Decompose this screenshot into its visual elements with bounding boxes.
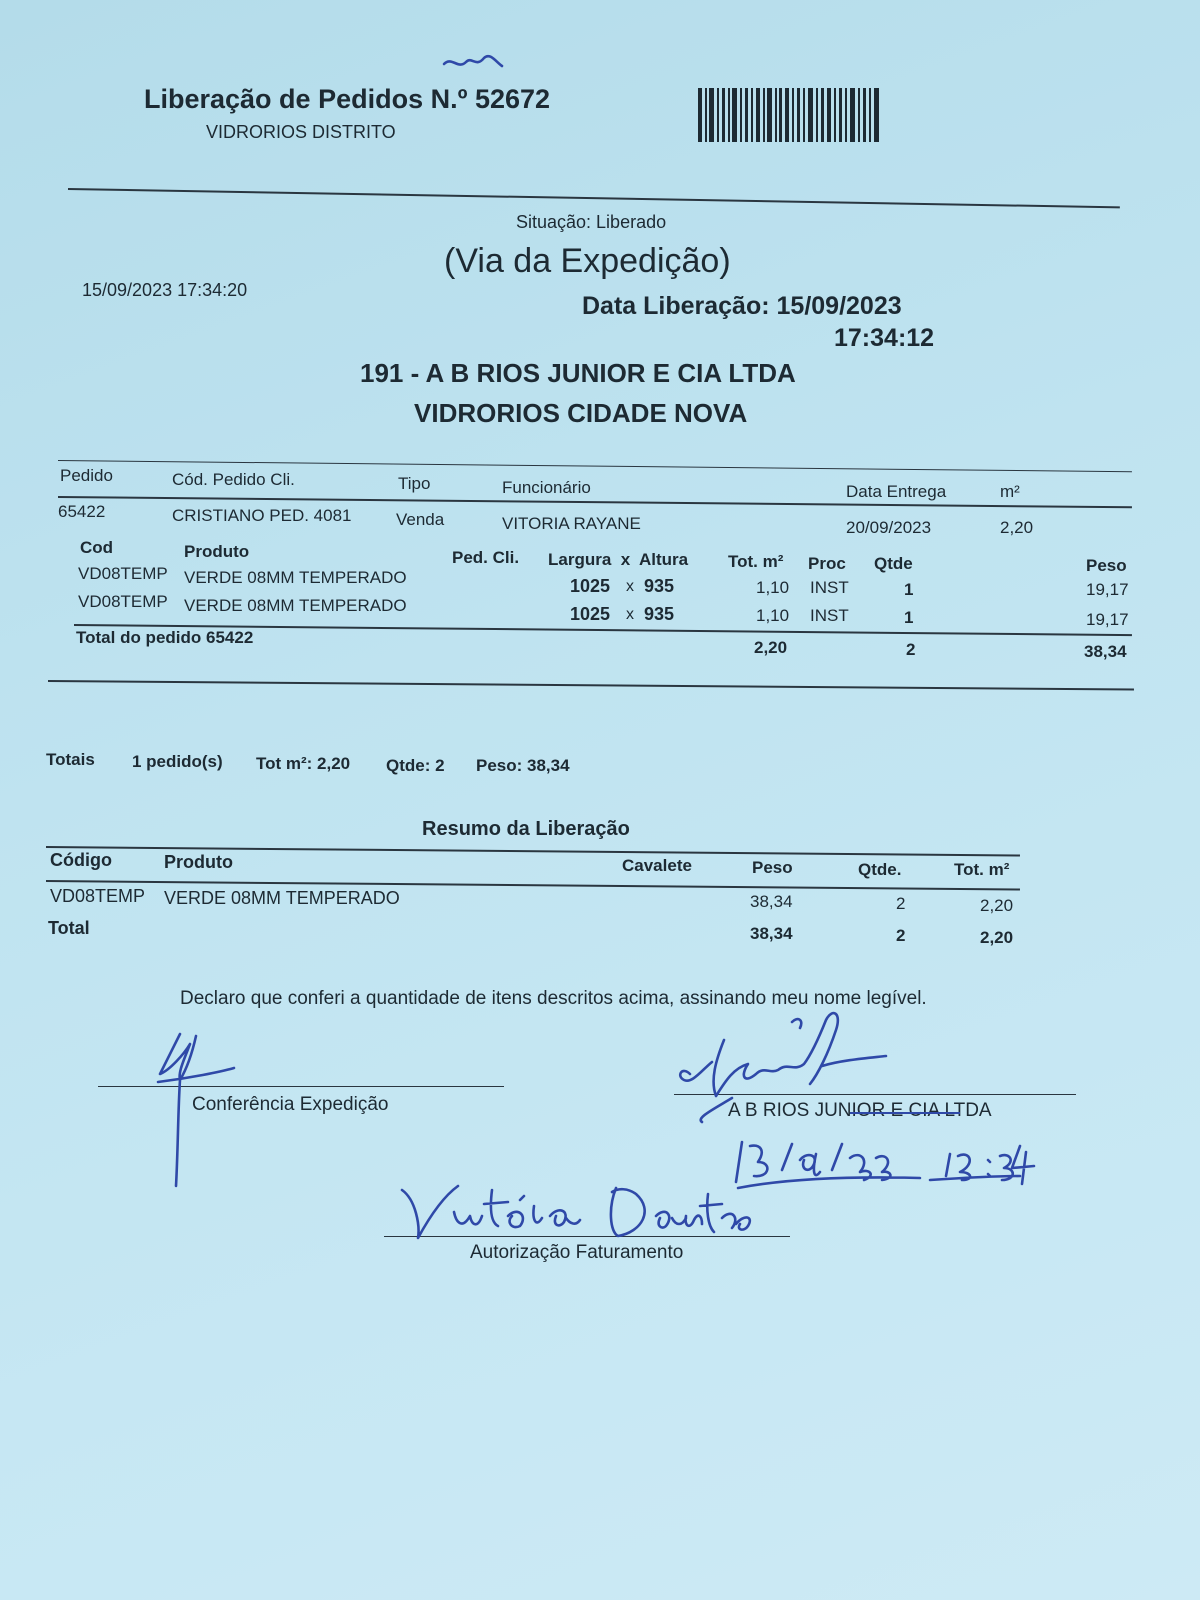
item-row-2-produto: VERDE 08MM TEMPERADO [184, 596, 407, 615]
resumo-row-tot-m2: 2,20 [980, 896, 1014, 915]
status-label: Situação: Liberado [516, 212, 667, 232]
item-col-ped-cli: Ped. Cli. [452, 548, 520, 567]
document-title: Liberação de Pedidos N.º 52672 [144, 84, 551, 114]
resumo-col-codigo: Código [50, 850, 112, 870]
item-row-2-tot-m2: 1,10 [756, 606, 790, 625]
resumo-row-qtde: 2 [896, 894, 906, 913]
handwritten-mark [440, 48, 510, 78]
resumo-col-cavalete: Cavalete [622, 856, 692, 875]
autorizacao-signature [396, 1176, 766, 1248]
col-cod-pedido-cli: Cód. Pedido Cli. [172, 470, 295, 489]
declaration-text: Declaro que conferi a quantidade de itens descritos acima, assinando meu nome legível. [180, 988, 927, 1009]
order-client-code: CRISTIANO PED. 4081 [172, 506, 352, 525]
item-row-2-x: x [626, 606, 634, 623]
order-bottom-line [48, 680, 1134, 691]
item-col-cod: Cod [80, 538, 114, 557]
order-m2: 2,20 [1000, 518, 1034, 537]
item-row-1-proc: INST [810, 578, 849, 597]
cliente-strike [850, 1112, 960, 1114]
totais-pedidos: 1 pedido(s) [132, 752, 223, 771]
printed-timestamp: 15/09/2023 17:34:20 [82, 280, 248, 300]
conferencia-signature [150, 1010, 250, 1190]
item-row-1-produto: VERDE 08MM TEMPERADO [184, 568, 407, 587]
col-tipo: Tipo [398, 474, 431, 493]
col-data-entrega: Data Entrega [846, 482, 947, 501]
item-row-1-peso: 19,17 [1086, 580, 1129, 599]
resumo-col-produto: Produto [164, 852, 233, 872]
conferencia-label: Conferência Expedição [192, 1094, 389, 1115]
item-row-1-x: x [626, 578, 634, 595]
order-total-qtde: 2 [906, 640, 916, 659]
autorizacao-label: Autorização Faturamento [470, 1242, 684, 1263]
order-number: 65422 [58, 502, 106, 521]
item-col-tot-m2: Tot. m² [728, 552, 784, 571]
resumo-col-peso: Peso [752, 858, 793, 877]
resumo-row-produto: VERDE 08MM TEMPERADO [164, 888, 400, 908]
col-funcionario: Funcionário [502, 478, 591, 497]
item-col-proc: Proc [808, 554, 846, 573]
resumo-total-qtde: 2 [896, 926, 906, 945]
item-col-peso: Peso [1086, 556, 1127, 575]
order-employee: VITORIA RAYANE [502, 514, 641, 533]
resumo-total-label: Total [48, 918, 90, 938]
resumo-row-peso: 38,34 [750, 892, 793, 911]
header-divider [68, 188, 1120, 208]
item-row-1-tot-m2: 1,10 [756, 578, 790, 597]
order-total-peso: 38,34 [1084, 642, 1127, 661]
item-row-2-altura: 935 [644, 604, 675, 624]
via-label: (Via da Expedição) [444, 242, 731, 280]
item-col-qtde: Qtde [874, 554, 913, 573]
order-type: Venda [396, 510, 445, 529]
resumo-total-peso: 38,34 [750, 924, 793, 943]
resumo-col-qtde: Qtde. [858, 860, 902, 879]
item-row-2-cod: VD08TEMP [78, 592, 168, 611]
item-row-1-cod: VD08TEMP [78, 564, 168, 583]
resumo-total-tot-m2: 2,20 [980, 928, 1014, 947]
item-row-2-largura: 1025 [570, 604, 611, 624]
totais-label: Totais [46, 750, 95, 769]
col-m2: m² [1000, 482, 1020, 501]
order-total-m2: 2,20 [754, 638, 788, 657]
company-name: VIDRORIOS DISTRITO [206, 122, 396, 142]
item-row-1-largura: 1025 [570, 576, 611, 596]
item-col-produto: Produto [184, 542, 250, 561]
resumo-row-codigo: VD08TEMP [50, 886, 146, 906]
item-col-largura-altura: Largura x Altura [548, 550, 689, 569]
totais-peso: Peso: 38,34 [476, 756, 570, 775]
barcode [698, 88, 882, 142]
cliente-label: A B RIOS JUNIOR E CIA LTDA [728, 1100, 992, 1121]
item-row-2-peso: 19,17 [1086, 610, 1129, 629]
order-total-label: Total do pedido 65422 [76, 628, 254, 647]
order-delivery-date: 20/09/2023 [846, 518, 932, 537]
client-name: 191 - A B RIOS JUNIOR E CIA LTDA [360, 358, 796, 388]
resumo-col-tot-m2: Tot. m² [954, 860, 1010, 879]
release-date: Data Liberação: 15/09/2023 [582, 292, 902, 320]
handwritten-date [720, 1132, 1050, 1204]
col-pedido: Pedido [60, 466, 113, 485]
client-store: VIDRORIOS CIDADE NOVA [414, 398, 748, 428]
item-row-1-qtde: 1 [904, 580, 914, 599]
cliente-signature [672, 1000, 912, 1130]
item-row-1-altura: 935 [644, 576, 675, 596]
item-row-2-proc: INST [810, 606, 849, 625]
resumo-title: Resumo da Liberação [422, 818, 630, 840]
totais-qtde: Qtde: 2 [386, 756, 445, 775]
item-row-2-qtde: 1 [904, 608, 914, 627]
totais-m2: Tot m²: 2,20 [256, 754, 351, 773]
release-time: 17:34:12 [834, 324, 935, 352]
